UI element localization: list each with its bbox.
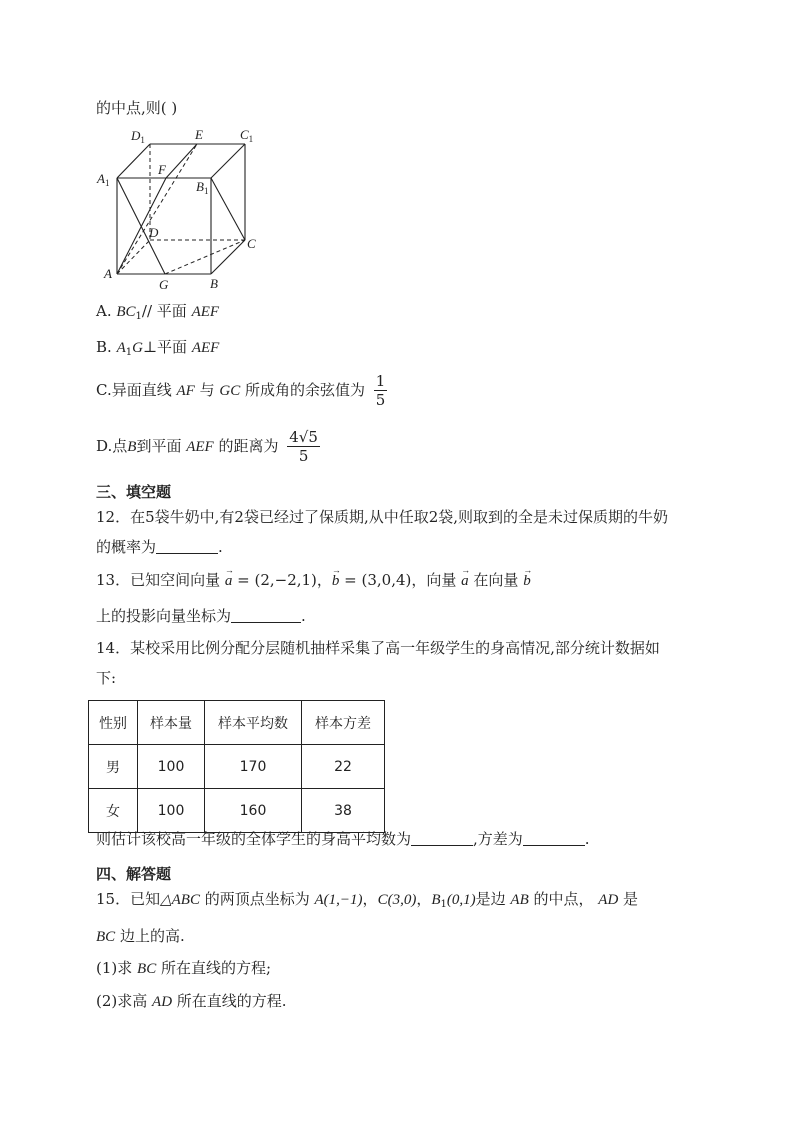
table-header-cell: 样本方差: [302, 701, 385, 745]
label-C: C: [247, 236, 256, 251]
q12-line2: 的概率为 .: [96, 538, 223, 556]
q14-line1: 14．某校采用比例分配分层随机抽样采集了高一年级学生的身高情况,部分统计数据如: [96, 639, 660, 657]
label-B: B: [210, 276, 218, 291]
option-d: D.点B到平面 AEF 的距离为 $\frac{4√5}{5}$: [96, 428, 318, 465]
label-D: D: [149, 225, 159, 240]
option-c: C.异面直线 AF 与 GC 所成角的余弦值为 $\frac{1}{5}$: [96, 372, 386, 409]
table-cell: 男: [89, 745, 138, 789]
table-cell: 100: [138, 789, 205, 833]
q14-after: 则估计该校高一年级的全体学生的身高平均数为 ,方差为 .: [96, 830, 590, 848]
answer-blank: [411, 830, 473, 846]
table-cell: 170: [205, 745, 302, 789]
answer-blank: [156, 538, 218, 554]
label-A: A: [104, 266, 112, 281]
table-row: [89, 745, 385, 789]
label-G: G: [159, 277, 169, 292]
q15-line1: 15．已知△ABC 的两顶点坐标为 A(1,−1)，C(3,0)，$B_1(0,1)$是边 AB 的中点， AD 是: [96, 890, 639, 910]
cube-figure: [92, 124, 272, 296]
section-answer: 四、解答题: [96, 865, 172, 883]
label-D1: $D_1$: [131, 128, 145, 145]
q13-line1: 13．已知空间向量 → a = (2,−2,1)，→ b = (3,0,4)，向量 → a 在向量 → b: [96, 570, 531, 591]
section-fill-in: 三、填空题: [96, 483, 172, 501]
label-A1: $A_1$: [97, 171, 110, 188]
answer-blank: [231, 607, 301, 623]
table-cell: 22: [302, 745, 385, 789]
q12-line1: 12．在5袋牛奶中,有2袋已经过了保质期,从中任取2袋,则取到的全是未过保质期的牛奶: [96, 508, 669, 526]
option-a: A. $BC_1//$ 平面 AEF: [96, 302, 220, 322]
table-row: [89, 789, 385, 833]
table-cell: 女: [89, 789, 138, 833]
table-cell: 38: [302, 789, 385, 833]
option-b: B. $A_1G\perp$平面 AEF: [96, 338, 220, 358]
table-header-cell: 样本量: [138, 701, 205, 745]
table-header-cell: 性别: [89, 701, 138, 745]
q11-tail: 的中点,则( ): [96, 99, 178, 117]
q13-line2: 上的投影向量坐标为 .: [96, 607, 306, 625]
label-B1: $B_1$: [196, 179, 209, 196]
stats-table: [88, 700, 385, 833]
table-cell: 100: [138, 745, 205, 789]
answer-blank: [523, 830, 585, 846]
table-header-cell: 样本平均数: [205, 701, 302, 745]
label-F: F: [158, 162, 166, 177]
label-E: E: [195, 127, 203, 142]
q14-line2: 下:: [96, 669, 117, 687]
table-header-row: [89, 701, 385, 745]
q15-part2: (2)求高 AD 所在直线的方程.: [96, 992, 287, 1010]
q15-line2: BC 边上的高.: [96, 927, 185, 945]
label-C1: $C_1$: [240, 127, 254, 144]
table-cell: 160: [205, 789, 302, 833]
q15-part1: (1)求 BC 所在直线的方程;: [96, 959, 272, 977]
